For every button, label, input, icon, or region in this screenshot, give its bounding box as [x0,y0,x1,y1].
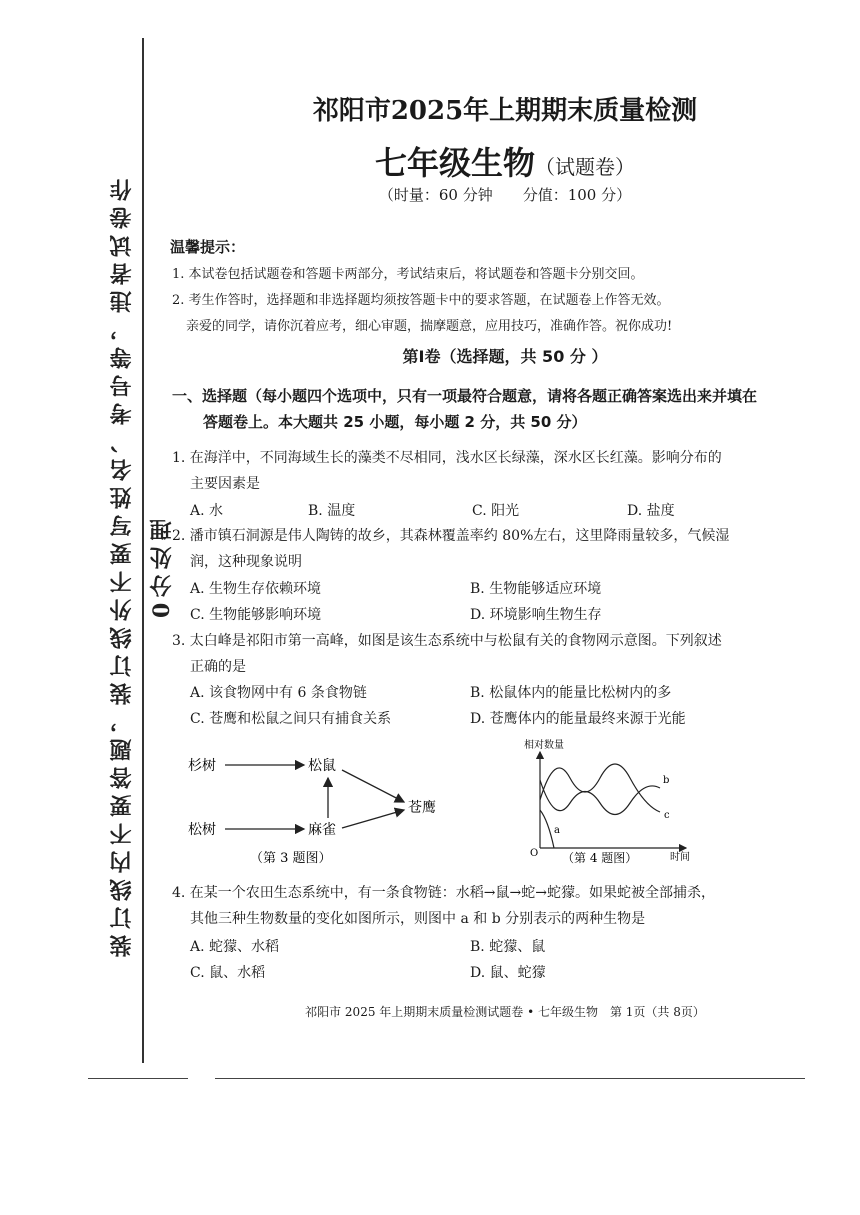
question-stem: 其他三种生物数量的变化如图所示，则图中 a 和 b 分别表示的两种生物是 [190,911,646,927]
instruction-line: 答题卷上。本大题共 25 小题，每小题 2 分，共 50 分） [203,413,587,431]
subject-name: 七年级生物 [374,144,535,182]
option: B. 温度 [308,503,356,519]
tip-item: 2. 考生作答时，选择题和非选择题均须按答题卡中的要求答题，在试题卷上作答无效。 [172,293,670,308]
option: D. 鼠、蛇獴 [470,965,546,981]
exam-meta: （时量：60 分钟 分值：100 分） [378,186,632,204]
arrow [342,770,404,802]
node-songshu-squirrel: 松鼠 [308,758,336,774]
option: C. 阳光 [472,503,520,519]
question-stem: 主要因素是 [190,476,260,492]
binding-line-notice: 装订线内不要答题，装订线外不要写姓名、考号等，违者试卷作0分处理 [109,173,175,957]
option: A. 生物生存依赖环境 [190,581,322,597]
option: C. 苍鹰和松鼠之间只有捕食关系 [190,711,392,727]
option: B. 松鼠体内的能量比松树内的多 [470,685,672,701]
tip-item: 亲爱的同学，请你沉着应考，细心审题，揣摩题意，应用技巧，准确作答。祝你成功! [186,319,673,334]
subject-note: （试题卷） [535,155,635,179]
option: C. 生物能够影响环境 [190,607,322,623]
section-title: 第Ⅰ卷（选择题，共 50 分 ） [402,347,608,366]
cut-line [88,1078,188,1079]
curve-a [540,810,554,848]
tips-heading: 温馨提示： [170,238,246,256]
question-1 [172,445,782,497]
option: B. 蛇獴、鼠 [470,939,546,955]
page-footer: 祁阳市 2025 年上期期末质量检测试题卷 • 七年级生物 第 1页（共 8页） [305,1005,705,1019]
question-stem: 润，这种现象说明 [190,554,302,570]
curve-c [540,764,660,812]
option: A. 该食物网中有 6 条食物链 [190,685,367,701]
question-2 [172,523,782,575]
curve-label-b: b [663,775,670,786]
option: A. 蛇獴、水稻 [190,939,280,955]
node-cangying: 苍鹰 [408,800,436,816]
section-instruction [172,383,812,435]
cut-line [215,1078,805,1079]
option: D. 盐度 [627,503,675,519]
option: C. 鼠、水稻 [190,965,266,981]
exam-title: 祁阳市2025年上期期末质量检测 [312,96,698,126]
food-web-figure [180,748,460,873]
instruction-line: 一、选择题（每小题四个选项中，只有一项最符合题意，请将各题正确答案选出来并填在 [172,387,758,405]
question-stem: 1. 在海洋中，不同海域生长的藻类不尽相同，浅水区长绿藻，深水区长红藻。影响分布的 [172,450,722,466]
question-4 [172,880,802,932]
population-curve-figure [518,738,708,868]
node-maque: 麻雀 [308,822,336,838]
figure4-caption: （第 4 题图） [562,851,638,865]
node-songshu-tree: 松树 [188,822,216,838]
binding-line [142,38,144,1063]
node-shanshu: 杉树 [188,758,216,774]
curve-label-a: a [554,825,560,836]
y-axis-label: 相对数量 [524,740,564,751]
curve-label-c: c [664,810,670,821]
question-3 [172,628,782,680]
option: D. 环境影响生物生存 [470,607,602,623]
question-stem: 2. 潘市镇石洞源是伟人陶铸的故乡，其森林覆盖率约 80%左右，这里降雨量较多，气候湿 [172,528,730,544]
question-stem: 4. 在某一个农田生态系统中，有一条食物链：水稻→鼠→蛇→蛇獴。如果蛇被全部捕杀， [172,885,715,901]
question-stem: 正确的是 [190,659,246,675]
figure3-caption: （第 3 题图） [250,851,332,866]
arrow [342,810,404,828]
tip-item: 1. 本试卷包括试题卷和答题卡两部分，考试结束后，将试题卷和答题卡分别交回。 [172,267,644,282]
option: A. 水 [190,503,224,519]
question-stem: 3. 太白峰是祁阳市第一高峰，如图是该生态系统中与松鼠有关的食物网示意图。下列叙述 [172,633,722,649]
exam-subject [150,138,860,184]
x-axis-label: 时间 [670,852,690,863]
option: D. 苍鹰体内的能量最终来源于光能 [470,711,686,727]
origin-label: O [530,848,539,859]
option: B. 生物能够适应环境 [470,581,602,597]
